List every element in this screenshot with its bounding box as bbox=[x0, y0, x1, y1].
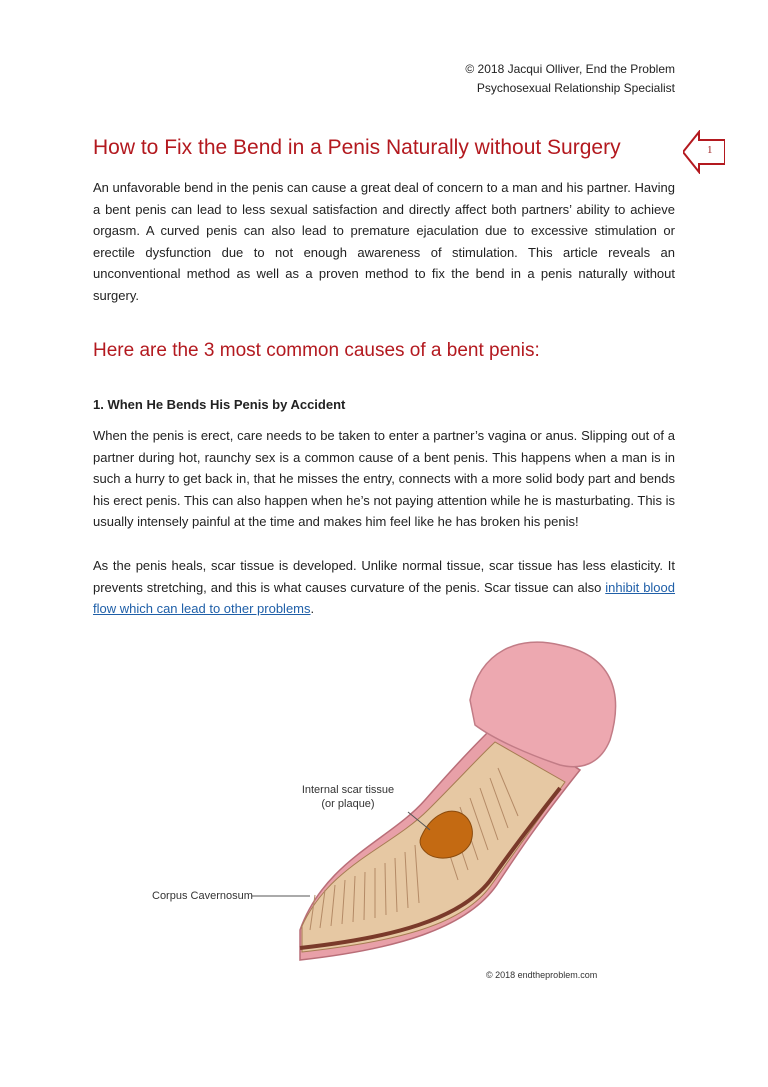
cause-1-paragraph: When the penis is erect, care needs to be taken to enter a partner’s vagina or anus. Slipping out of a partner during hot, raunchy sex is a common cause of a bent penis. This happens when a man is in such a hurry to get back in, that he misses the entry, connects with a more solid body part and bends his erect penis. This can also happen when he’s not paying attention while he is masturbating. This is usually intensely painful at the time and makes him feel like he has broken his penis! bbox=[93, 428, 675, 530]
header-copyright: © 2018 Jacqui Olliver, End the Problem bbox=[465, 62, 675, 76]
scar-tissue-paragraph bbox=[93, 555, 675, 620]
scar-tissue-label bbox=[288, 783, 408, 811]
header-subtitle: Psychosexual Relationship Specialist bbox=[476, 81, 675, 95]
scar-paragraph-text: As the penis heals, scar tissue is developed. Unlike normal tissue, scar tissue has less elasticity. It prevents stretching, and this is what causes curvature of the penis. Scar tissue can also bbox=[93, 558, 675, 595]
figure-copyright: © 2018 endtheproblem.com bbox=[486, 970, 598, 980]
scar-paragraph-end: . bbox=[310, 601, 315, 617]
penis-curvature-illustration bbox=[140, 630, 660, 990]
causes-heading: Here are the 3 most common causes of a bent penis: bbox=[93, 340, 540, 361]
corpus-cavernosum-label: Corpus Cavernosum bbox=[152, 890, 253, 902]
scar-label-line2: (or plaque) bbox=[321, 798, 375, 810]
page-number: 1 bbox=[707, 144, 713, 156]
blood-flow-link[interactable]: inhibit blood flow which can lead to other problems bbox=[93, 579, 676, 617]
page-number-badge bbox=[683, 130, 725, 174]
page-title: How to Fix the Bend in a Penis Naturally without Surgery bbox=[93, 136, 621, 159]
intro-paragraph: An unfavorable bend in the penis can cause a great deal of concern to a man and his partner. Having a bent penis can lead to less sexual satisfaction and directly affect both partners’ ability to achieve orgasm. A curved penis can also lead to premature ejaculation due to excessive stimulation or erectile dysfunction due to not enough awareness of stimulation. This article reveals an unconventional method as well as a proven method to fix the bend in a penis naturally without surgery. bbox=[93, 180, 675, 303]
page-header bbox=[465, 60, 675, 98]
scar-label-line1: Internal scar tissue bbox=[301, 784, 395, 796]
page-arrow-icon bbox=[683, 130, 725, 174]
cause-1-title: 1. When He Bends His Penis by Accident bbox=[93, 397, 346, 412]
